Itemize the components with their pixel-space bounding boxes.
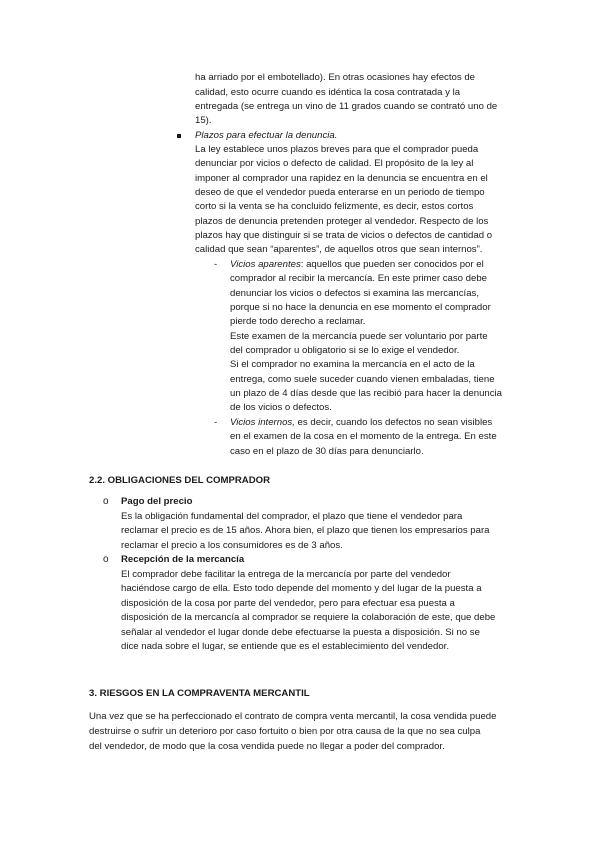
recepcion-line: dice nada sobre el lugar, se entiende que es el establecimiento del vendedor. [121,641,450,652]
plazos-line: plazos hay que distinguir si se trata de vicios o defectos de cantidad o [195,230,493,241]
aparentes-line: entrega, como suele suceder cuando vienen embaladas, tiene [230,374,495,385]
recepcion-line: disposición de la cosa por parte del vendedor, pero para efectuar esa puesta a [121,598,455,609]
square-bullet-icon [177,134,181,138]
aparentes-line: Si el comprador no examina la mercancía en el acto de la [230,359,475,370]
recepcion-line: El comprador debe facilitar la entrega de la mercancía por parte del vendedor [121,569,451,580]
aparentes-line: del comprador u obligatorio si se lo exige el vendedor. [230,345,460,356]
intro-line: entregada (se entrega un vino de 11 grados cuando se contrató uno de [195,101,498,112]
internos-rest: es decir, cuando los defectos no sean visibles [294,417,493,428]
internos-line: caso en el plazo de 30 días para denunciarlo. [230,446,424,457]
pago-line: reclamar el precio es de 15 años. Ahora bien, el plazo que tienen los empresarios para [121,525,490,536]
internos-term: Vicios internos, [230,417,295,428]
dash-bullet: - [214,259,218,270]
aparentes-term: Vicios aparentes [230,259,301,270]
recepcion-heading: Recepción de la mercancía [121,554,245,565]
intro-line: 15). [195,115,212,126]
pago-line: Es la obligación fundamental del comprador, el plazo que tiene el vendedor para [121,511,463,522]
plazos-line: calidad que sean “aparentes”, de aquellos otros que sean internos”. [195,244,483,255]
section-3-line: del vendedor, de modo que la cosa vendida puede no llegar a poder del comprador. [89,741,445,752]
intro-line: ha arriado por el embotellado). En otras ocasiones hay efectos de [195,72,475,83]
recepcion-line: haciéndose cargo de ella. Esto todo depende del momento y del lugar de la puesta a [121,583,482,594]
section-3-line: destruirse o sufrir un deterioro por caso fortuito o bien por otra causa de la que no sea culpa [89,726,481,737]
aparentes-line: comprador al recibir la mercancía. En este primer caso debe [230,273,488,284]
dash-bullet: - [214,417,218,428]
circle-bullet-icon: o [103,496,109,507]
aparentes-line: denunciar los vicios o defectos si examina las mercancías, [230,288,480,299]
aparentes-first-line [230,258,484,272]
recepcion-line: señalar al vendedor el lugar donde debe efectuarse la puesta a disposición. Si no se [121,627,480,638]
section-2-2-heading: 2.2. OBLIGACIONES DEL COMPRADOR [89,475,271,486]
section-3-line: Una vez que se ha perfeccionado el contrato de compra venta mercantil, la cosa vendida puede [89,711,497,722]
aparentes-line: pierde todo derecho a reclamar. [230,316,366,327]
aparentes-line: un plazo de 4 días desde que las recibió para hacer la denuncia [230,388,503,399]
plazos-line: corto si la venta se ha concluido felizmente, es decir, estos cortos [195,201,474,212]
internos-first-line [230,416,492,430]
pago-line: reclamar el precio a los consumidores es de 3 años. [121,540,343,551]
recepcion-line: disposición de la mercancía al comprador se requiere la colaboración de este, que debe [121,612,496,623]
plazos-heading: Plazos para efectuar la denuncia. [195,130,338,141]
pago-heading: Pago del precio [121,496,193,507]
circle-bullet-icon: o [103,554,109,565]
intro-line: calidad, esto ocurre cuando es idéntica la cosa contratada y la [195,87,461,98]
plazos-line: plazos de denuncia pretenden proteger al vendedor. Respecto de los [195,216,489,227]
aparentes-line: porque si no hace la denuncia en ese momento el comprador [230,302,491,313]
plazos-line: deseo de que el vendedor pueda enterarse en un periodo de tiempo [195,187,485,198]
aparentes-line: Este examen de la mercancía puede ser voluntario por parte [230,331,488,342]
plazos-line: La ley establece unos plazos breves para que el comprador pueda [195,144,479,155]
aparentes-line: de los vicios o defectos. [230,402,332,413]
section-3-heading: 3. RIESGOS EN LA COMPRAVENTA MERCANTIL [89,688,310,699]
plazos-line: imponer al comprador una rapidez en la denuncia se encuentra en el [195,173,488,184]
aparentes-rest: : aquellos que pueden ser conocidos por el [300,259,484,270]
plazos-line: denunciar por vicios o defecto de calidad. El propósito de la ley al [195,158,474,169]
internos-line: en el examen de la cosa en el momento de la entrega. En este [230,431,497,442]
